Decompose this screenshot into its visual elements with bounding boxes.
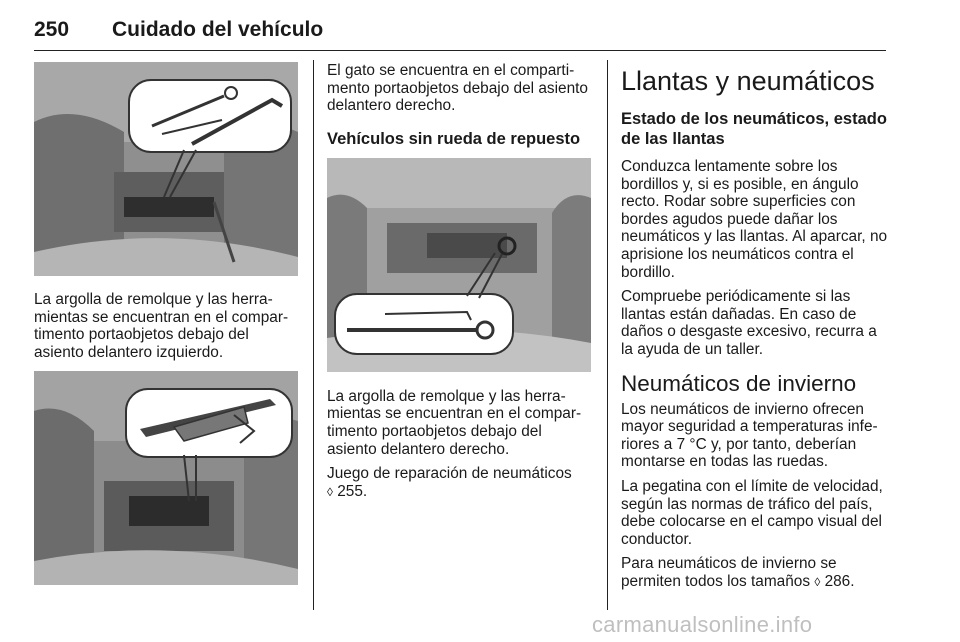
watermark: carmanualsonline.info	[592, 612, 813, 637]
winter-tires-para1: Los neumáticos de invierno ofrecen mayor seguridad a temperaturas inferiores a 7 °C y, por tanto, deberían montarse en todas las ruedas.	[621, 400, 878, 471]
section-title: Llantas y neumáticos	[621, 66, 875, 96]
chapter-title: Cuidado del vehículo	[112, 18, 324, 41]
column-3	[621, 62, 889, 598]
repair-kit-text	[327, 465, 593, 501]
page-ref-arrow: ◊	[814, 574, 821, 589]
tire-condition-para2: Compruebe periódicamente si las llantas están dañadas. En caso de daños o desgaste excesivo, recurra a la ayuda de un taller.	[621, 288, 877, 358]
column-divider-1	[313, 60, 314, 610]
section-heading-no-spare: Vehículos sin rueda de repuesto	[327, 129, 581, 148]
figure1-caption: La argolla de remolque y las herramientas se encuentran en el compartimento portaobjetos debajo del asiento delantero izquierdo.	[34, 291, 289, 361]
column-divider-2	[607, 60, 608, 610]
figure-tools-left-seat	[34, 62, 298, 276]
winter-tires-para3	[621, 555, 889, 591]
column-1	[34, 62, 300, 585]
winter-tires-para3-text: Para neumáticos de invierno se permiten todos los tamaños	[621, 555, 837, 590]
figure2-caption: La argolla de remolque y las herramientas se encuentran en el compartimento portaobjetos debajo del asiento delantero derecho.	[327, 387, 582, 458]
repair-kit-label: Juego de reparación de neumáticos	[327, 465, 572, 483]
figure-tools-right-seat	[327, 158, 591, 372]
repair-kit-page-ref[interactable]: 255.	[337, 482, 368, 500]
heading-winter-tires: Neumáticos de invierno	[621, 370, 857, 396]
tire-condition-para1: Conduzca lentamente sobre los bordillos y, si es posible, en ángulo recto. Rodar sobre superficies con bordes agudos puede dañar los neumáticos y las llantas. Al aparcar, no aprisione los neumáticos contra el bordillo.	[621, 158, 888, 281]
page-header	[34, 12, 886, 51]
figure-jack-right-seat	[34, 371, 298, 585]
subheading-tire-condition: Estado de los neumáticos, estado de las llantas	[621, 110, 887, 148]
jack-location-text: El gato se encuentra en el compartimento portaobjetos debajo del asiento delantero derecho.	[327, 62, 588, 115]
winter-tires-page-ref[interactable]: 286.	[824, 572, 855, 590]
page-ref-arrow: ◊	[327, 484, 333, 499]
column-2	[327, 62, 593, 508]
winter-tires-para2: La pegatina con el límite de velocidad, según las normas de tráfico del país, debe colocarse en el campo visual del conductor.	[621, 477, 883, 548]
page-number: 250	[34, 18, 70, 41]
